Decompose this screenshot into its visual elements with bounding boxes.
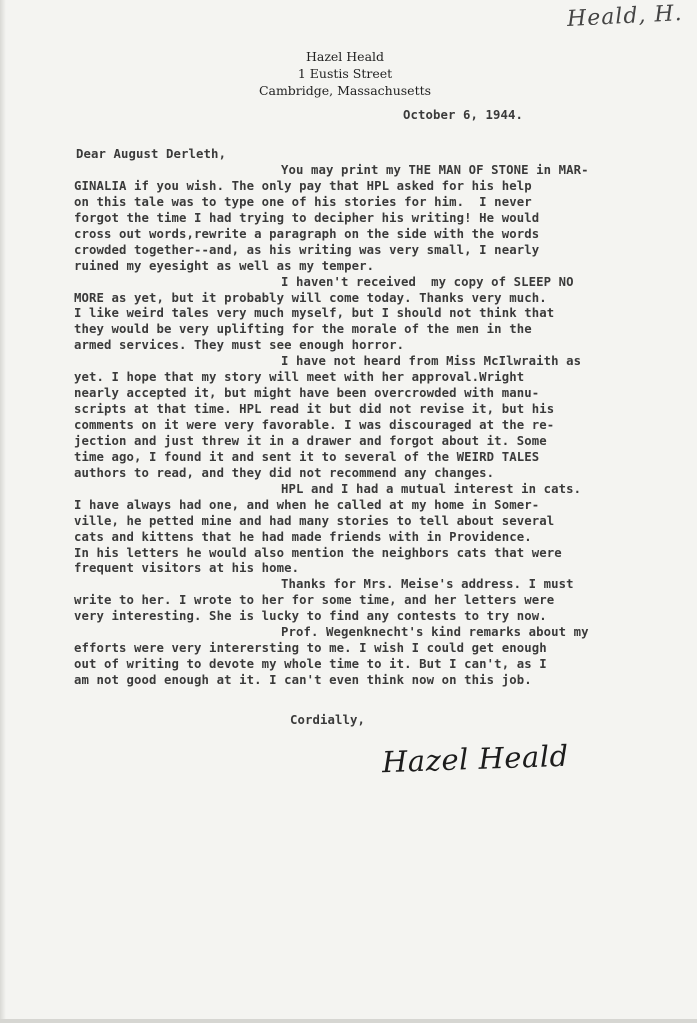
letter-line — [0, 227, 697, 243]
letter-line-text: scripts at that time. HPL read it but did not revise it, but his — [74, 402, 555, 417]
letter-line-text: comments on it were very favorable. I was discouraged at the re- — [74, 418, 555, 432]
letter-line — [0, 243, 697, 259]
closing: Cordially, — [290, 713, 366, 727]
letter-line-text: on this tale was to type one of his stories for him. I never — [74, 194, 532, 209]
letter-line — [0, 498, 697, 514]
letter-line-text: out of writing to devote my whole time to it. But I can't, as I — [74, 657, 547, 672]
page-edge — [0, 1019, 697, 1023]
letter-line — [0, 561, 697, 577]
letter-line — [0, 546, 697, 562]
letter-line — [0, 418, 697, 434]
letter-line-text: I have not heard from Miss McIlwraith as — [281, 354, 582, 369]
letter-line — [0, 306, 697, 322]
letter-line-text: time ago, I found it and sent it to several of the WEIRD TALES — [74, 449, 540, 464]
letter-line-text: forgot the time I had trying to decipher his writing! He would — [74, 210, 540, 225]
letter-line-text: Prof. Wegenknecht's kind remarks about my — [281, 625, 589, 640]
letterhead-street: 1 Eustis Street — [297, 66, 393, 81]
letter-line-text: You may print my THE MAN OF STONE in MAR- — [281, 163, 589, 177]
letter-line — [0, 434, 697, 450]
letter-line-text: nearly accepted it, but might have been overcrowded with manu- — [74, 386, 540, 401]
letter-line — [0, 530, 697, 546]
letter-line — [0, 291, 697, 307]
letter-line — [0, 275, 697, 291]
letter-line — [0, 577, 697, 593]
letter-line-text: jection and just threw it in a drawer and forgot about it. Some — [74, 433, 547, 448]
letter-line — [0, 641, 697, 657]
letter-body — [0, 163, 697, 689]
letter-line-text: ruined my eyesight as well as my temper. — [74, 258, 375, 273]
letter-line — [0, 482, 697, 498]
letterhead-name: Hazel Heald — [305, 49, 385, 64]
letter-line-text: efforts were very interersting to me. I wish I could get enough — [74, 641, 547, 656]
letter-line-text: frequent visitors at his home. — [74, 561, 300, 576]
letter-line-text: HPL and I had a mutual interest in cats. — [281, 481, 582, 496]
letter-line — [0, 195, 697, 211]
letter-line-text: I haven't received my copy of SLEEP NO — [281, 274, 574, 289]
letter-line-text: Thanks for Mrs. Meise's address. I must — [281, 577, 574, 592]
letter-line-text: am not good enough at it. I can't even think now on this job. — [74, 673, 532, 687]
letter-line — [0, 593, 697, 609]
letter-line — [0, 179, 697, 195]
letter-line-text: armed services. They must see enough horror. — [74, 338, 405, 353]
letter-line — [0, 450, 697, 466]
letter-line-text: MORE as yet, but it probably will come today. Thanks very much. — [74, 290, 547, 305]
signature: Hazel Heald — [381, 738, 570, 780]
letter-line — [0, 609, 697, 625]
letterhead — [250, 48, 440, 99]
letter-line — [0, 514, 697, 530]
letter-line — [0, 354, 697, 370]
letter-line-text: cross out words,rewrite a paragraph on the side with the words — [74, 226, 540, 241]
letter-line-text: they would be very uplifting for the morale of the men in the — [74, 322, 532, 337]
handwritten-file-note: Heald, H. — [566, 0, 684, 33]
letter-line — [0, 370, 697, 386]
letter-line-text: ville, he petted mine and had many stories to tell about several — [74, 513, 555, 528]
letter-line — [0, 625, 697, 641]
letter-line — [0, 673, 697, 689]
letter-line-text: GINALIA if you wish. The only pay that HPL asked for his help — [74, 178, 532, 193]
letter-line — [0, 338, 697, 354]
letter-line-text: very interesting. She is lucky to find any contests to try now. — [74, 609, 547, 624]
letter-line-text: In his letters he would also mention the neighbors cats that were — [74, 545, 562, 560]
letter-line — [0, 322, 697, 338]
letter-line — [0, 402, 697, 418]
letterhead-city: Cambridge, Massachusetts — [258, 83, 432, 98]
letter-line-text: yet. I hope that my story will meet with her approval.Wright — [74, 370, 525, 385]
letter-line — [0, 163, 697, 179]
letter-line — [0, 259, 697, 275]
letter-line — [0, 657, 697, 673]
salutation: Dear August Derleth, — [76, 147, 227, 161]
letter-line-text: authors to read, and they did not recommend any changes. — [74, 465, 495, 480]
letter-line-text: I have always had one, and when he called at my home in Somer- — [74, 497, 540, 512]
letter-line — [0, 466, 697, 482]
letter-line — [0, 386, 697, 402]
letter-line-text: write to her. I wrote to her for some time, and her letters were — [74, 593, 555, 608]
letter-line-text: crowded together--and, as his writing was very small, I nearly — [74, 242, 540, 257]
letter-line-text: I like weird tales very much myself, but I should not think that — [74, 306, 555, 321]
letter-line — [0, 211, 697, 227]
letter-line-text: cats and kittens that he had made friends with in Providence. — [74, 529, 532, 544]
letter-date: October 6, 1944. — [403, 108, 524, 122]
